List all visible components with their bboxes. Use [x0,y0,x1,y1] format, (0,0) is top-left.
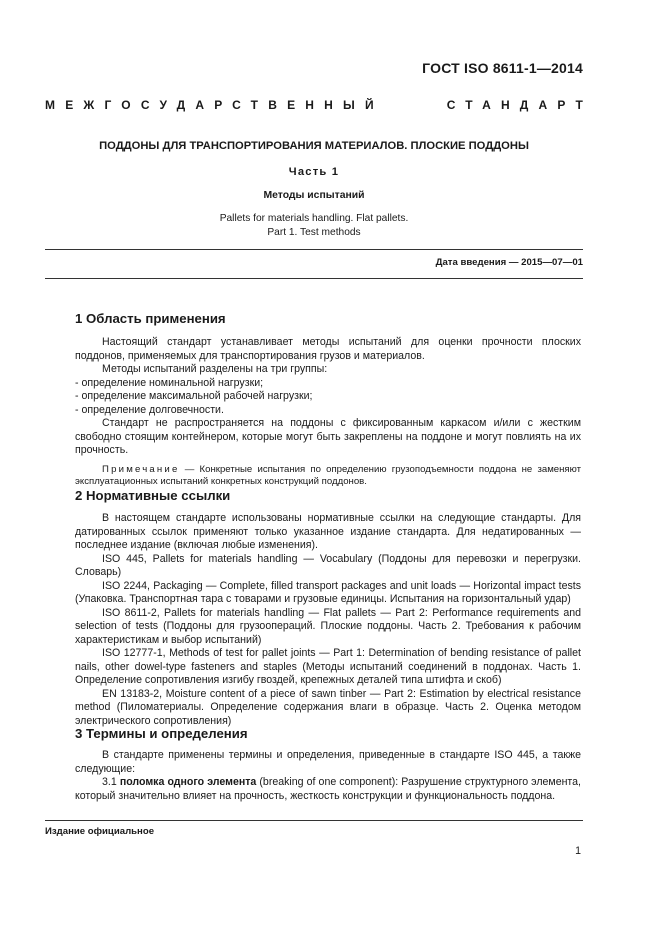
reference: ISO 2244, Packaging — Complete, filled transport packages and unit loads — Horizontal impact tests (Упаковка. Транспортная тара с товарами и грузовые единицы. Испытания на горизонтальный удар) [75,579,581,605]
term-number: 3.1 [102,776,120,788]
reference: EN 13183-2, Moisture content of a piece of sawn tinber — Part 2: Estimation by electrical resistance method (Пиломатериалы. Определение содержания влаги в образце. Часть 2. Оценка методом электрического сопротивления) [75,687,581,727]
methods-title: Методы испытаний [263,190,365,201]
english-title-line2: Part 1. Test methods [267,227,361,238]
footer-divider [45,820,583,821]
divider-bottom [45,278,583,279]
interstate-word: МЕЖГОСУДАРСТВЕННЫЙ [45,98,384,112]
section-1-heading: 1 Область применения [75,311,226,326]
list-item: - определение долговечности. [75,403,224,416]
reference: ISO 12777-1, Methods of test for pallet joints — Part 1: Determination of bending resistance of pallet nails, other dowel-type fasteners and staples (Методы испытаний соединений в поддонах. Часть 1. Определение сопротивления изгибу гвоздей, крепежных деталей типа штифта и скоб) [75,647,581,686]
reference: ISO 8611-2, Pallets for materials handling — Flat pallets — Part 2: Performance requirements and selection of tests (Поддоны для грузоопераций. Плоские поддоны. Часть 2. Требования к рабочим характеристикам и выбор испытаний) [75,606,581,646]
section-1-body [75,336,581,489]
paragraph: Стандарт не распространяется на поддоны с фиксированным каркасом и/или с жестким свободно стоящим контейнером, которые могут быть закреплены на поддоне и могут повлиять на их прочность. [75,417,581,456]
reference: ISO 445, Pallets for materials handling — Vocabulary (Поддоны для перевозки и перегрузки. Словарь) [75,552,581,578]
list-item: - определение максимальной рабочей нагрузки; [75,390,313,402]
standard-word: СТАНДАРТ [446,98,593,112]
page-number: 1 [575,845,581,857]
edition-label: Издание официальное [45,826,155,837]
section-3-heading: 3 Термины и определения [75,726,248,741]
english-title-line1: Pallets for materials handling. Flat pallets. [219,213,409,224]
part-title: Часть 1 [288,166,340,178]
section-2-body [75,512,581,728]
paragraph: Настоящий стандарт устанавливает методы испытаний для оценки прочности плоских поддонов, применяемых для транспортирования грузов и материалов. [75,336,581,362]
term-definition [75,776,581,803]
term-text: (breaking of one component): Разрушение структурного элемента, который значительно влияет на прочность, жесткость конструкции и функциональность поддона. [75,776,582,802]
section-3-body [75,749,581,803]
english-title [45,212,583,240]
paragraph: В стандарте применены термины и определения, приведенные в стандарте ISO 445, а также следующие: [75,749,581,775]
section-2-heading: 2 Нормативные ссылки [75,488,231,503]
list-item: - определение номинальной нагрузки; [75,376,264,389]
note [75,464,581,489]
term-name: поломка одного элемента [119,776,257,788]
note-label: Примечание [102,463,180,475]
divider-top [45,249,583,250]
paragraph: В настоящем стандарте использованы нормативные ссылки на следующие стандарты. Для датированных ссылок применяют только указанное издание стандарта. Для недатированных — последнее издание (включая любые изменения). [75,512,581,551]
note-text: — Конкретные испытания по определению грузоподъемности поддона не заменяют эксплуатационных испытаний конкретных конструкций поддонов. [75,463,581,487]
paragraph: Методы испытаний разделены на три группы: [102,363,328,375]
gost-code: ГОСТ ISO 8611-1—2014 [422,60,583,76]
interstate-standard-label [45,98,593,112]
introduction-date: Дата введения — 2015—07—01 [435,257,583,268]
document-title: ПОДДОНЫ ДЛЯ ТРАНСПОРТИРОВАНИЯ МАТЕРИАЛОВ. ПЛОСКИЕ ПОДДОНЫ [99,140,529,152]
